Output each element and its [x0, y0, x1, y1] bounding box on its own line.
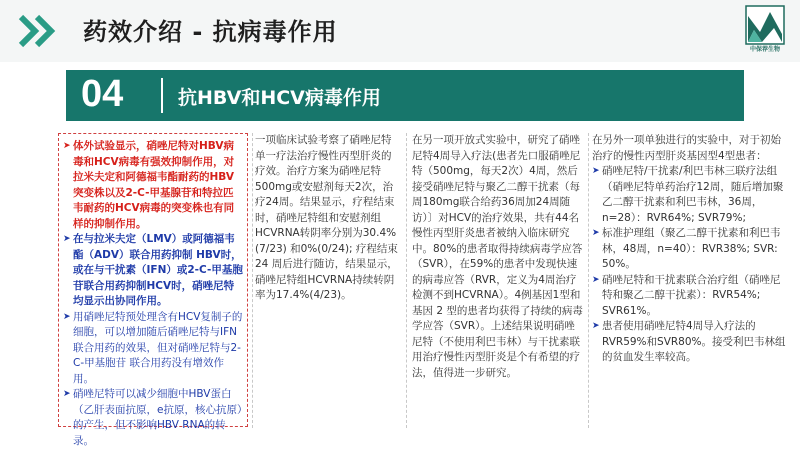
list-item: ➤ 在与拉米夫定（LMV）或阿德福韦酯（ADV）联合用药抑制 HBV时，或在与干扰素（IFN）或2-C-甲基胞苷联合用药抑制HCV时，硝唑尼特均显示出协同作用。	[63, 233, 243, 307]
list-item: ➤ 硝唑尼特可以减少细胞中HBV蛋白（乙肝表面抗原，e抗原，核心抗原）的产生，但不影响HBV RNA的转录。	[63, 388, 243, 447]
paragraph: 在另一项开放式实验中，研究了硝唑尼特4周导入疗法(患者先口服硝唑尼特（500mg，每天2次）4周，然后接受硝唑尼特与聚乙二醇干扰素（每周180mg联合给药36周加24周随访）〕对HCV的治疗效果，共有44名慢性丙型肝炎患者被纳入临床研究中。80%的患者取得持续病毒学应答（SVR），在59%的患者中发现快速的病毒应答（RVR，定义为4周治疗检测不到HCVRNA）。4例基因1型和基因 2 型的患者均获得了持续的病毒学应答（SVR）。上述结果说明硝唑尼特（不使用利巴韦林）与干扰素联用治疗慢性丙型肝炎是个有希望的疗法，值得进一步研究。	[412, 134, 583, 379]
paragraph: 一项临床试验考察了硝唑尼特单一疗法治疗慢性丙型肝炎的疗效。治疗方案为硝唑尼特500mg或安慰剂每天2次，治疗24周。结果显示，疗程结束时，硝唑尼特组和安慰剂组HCVRNA转阴率分别为30.4%(7/23) 和0%(0/24); 疗程结束24 周后进行随访，结果显示，硝唑尼特组HCVRNA持续转阴率为17.4%(4/23)。	[255, 134, 398, 301]
page-title: 药效介绍 - 抗病毒作用	[83, 18, 338, 46]
list-item: ➤ 体外试验显示，硝唑尼特对HBV病毒和HCV病毒有强效抑制作用，对拉米夫定和阿德福韦酯耐药的HBV突变株以及2-C-甲基腺苷和特拉匹韦耐药的HCV病毒的突变株也有同样的抑制作用。	[63, 140, 235, 230]
column-divider	[406, 133, 407, 428]
column-clinical-trial-2	[412, 133, 585, 381]
list-item: ➤ 用硝唑尼特预处理含有HCV复制子的细胞，可以增加随后硝唑尼特与IFN联合用药的效果，但对硝唑尼特与2-C-甲基胞苷 联合用药没有增效作用。	[63, 310, 243, 385]
column-clinical-trial-3	[592, 133, 787, 366]
list-item: ➤ 标准护理组（聚乙二醇干扰素和利巴韦林，48周，n=40）：RVR38%; SVR: 50%。	[592, 227, 781, 270]
column-in-vitro	[58, 133, 248, 447]
section-banner	[66, 70, 744, 121]
header-bar	[0, 0, 800, 62]
paragraph-intro: 在另外一项单独进行的实验中，对于初始治疗的慢性丙型肝炎基因型4型患者：	[592, 134, 781, 162]
column-divider	[588, 133, 589, 428]
triangle-bullet-icon: ➤	[592, 321, 600, 331]
list-item: ➤ 患者使用硝唑尼特4周导入疗法的RVR59%和SVR80%。接受利巴韦林组的贫血发生率较高。	[592, 320, 786, 363]
triangle-bullet-icon: ➤	[592, 166, 600, 176]
section-number: 04	[81, 73, 124, 115]
list-item: ➤ 硝唑尼特/干扰素/利巴韦林三联疗法组 （硝唑尼特单药治疗12周，随后增加聚乙二醇干扰素和利巴韦林，36周，n=28）：RVR64%; SVR79%;	[592, 165, 784, 224]
column-divider	[252, 133, 253, 428]
triangle-bullet-icon: ➤	[63, 389, 71, 399]
triangle-bullet-icon: ➤	[592, 274, 600, 285]
column-clinical-trial-1	[255, 133, 400, 304]
list-item: ➤ 硝唑尼特和干扰素联合治疗组（硝唑尼特和聚乙二醇干扰素）：RVR54%; SVR61%。	[592, 273, 781, 317]
triangle-bullet-icon: ➤	[63, 141, 71, 151]
triangle-bullet-icon: ➤	[592, 228, 600, 238]
triangle-bullet-icon: ➤	[63, 311, 71, 322]
chevron-right-icon	[17, 14, 65, 48]
section-title: 抗HBV和HCV病毒作用	[178, 87, 381, 109]
logo-text: 中保荐生物	[749, 46, 780, 53]
banner-divider	[161, 78, 163, 113]
triangle-bullet-icon: ➤	[63, 234, 71, 244]
